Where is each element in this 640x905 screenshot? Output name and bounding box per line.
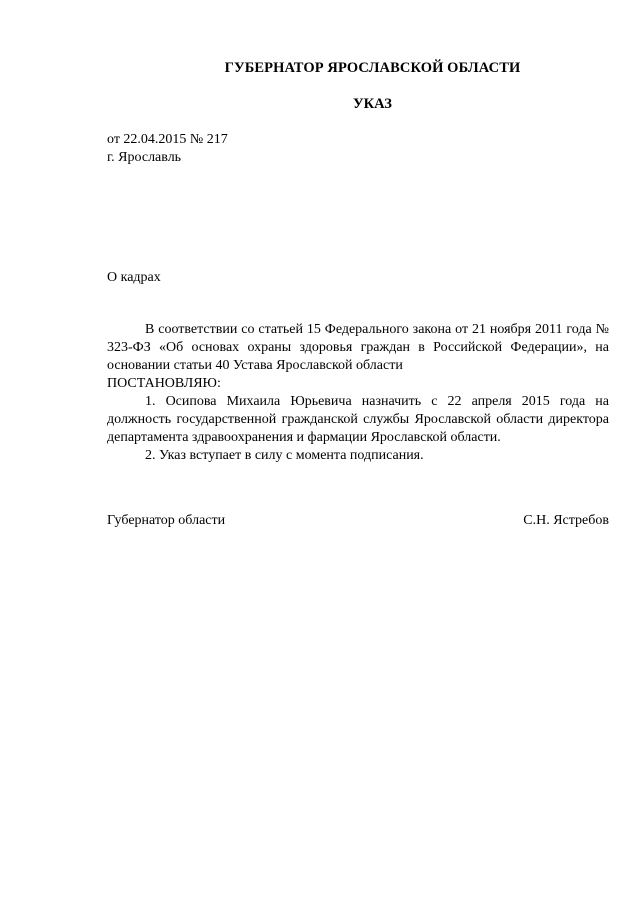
signature-block	[107, 513, 609, 529]
document-type: УКАЗ	[353, 96, 392, 112]
date-number: от 22.04.2015 № 217	[107, 132, 228, 147]
preamble-paragraph: В соответствии со статьей 15 Федерального закона от 21 ноября 2011 года № 323-ФЗ «Об основах охраны здоровья граждан в Российской Федерации», на основании статьи 40 Устава Ярославской области	[107, 322, 609, 373]
document-subject: О кадрах	[107, 270, 161, 285]
document-body	[107, 321, 609, 465]
issuer-title: ГУБЕРНАТОР ЯРОСЛАВСКОЙ ОБЛАСТИ	[224, 60, 521, 76]
decree-item-1: 1. Осипова Михаила Юрьевича назначить с 22 апреля 2015 года на должность государственной гражданской службы Ярославской области директора департамента здравоохранения и фармации Ярославской области.	[107, 394, 609, 445]
city: г. Ярославль	[107, 150, 182, 165]
signatory-name: С.Н. Ястребов	[523, 513, 609, 528]
decree-item-2: 2. Указ вступает в силу с момента подписания.	[145, 448, 424, 463]
document-meta	[107, 131, 228, 167]
signatory-position: Губернатор области	[107, 513, 226, 528]
decree-word: ПОСТАНОВЛЯЮ:	[107, 376, 221, 391]
